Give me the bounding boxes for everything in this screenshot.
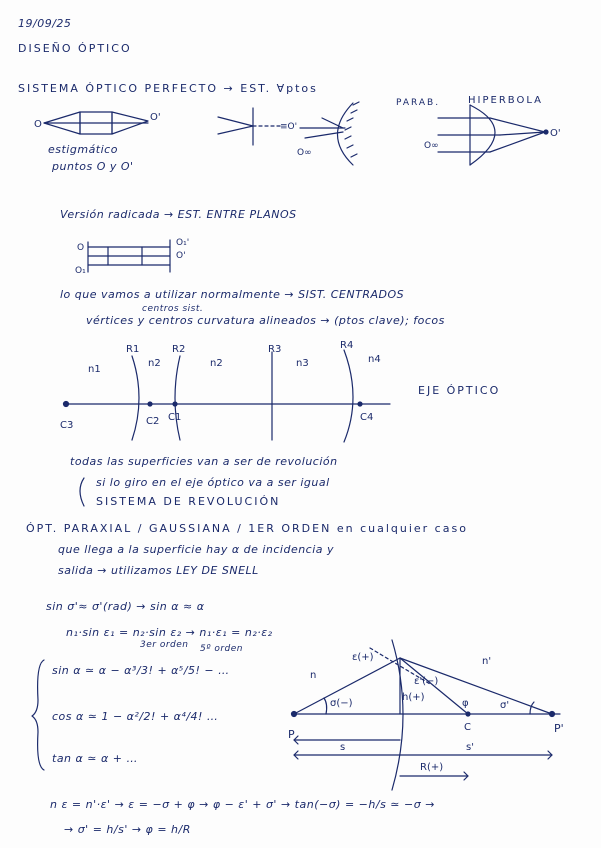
svg-text:O': O' — [176, 251, 186, 261]
svg-text:C3: C3 — [60, 420, 74, 431]
svg-text:h(+): h(+) — [402, 692, 425, 703]
section3-line2: si lo giro en el eje óptico va a ser igual — [96, 476, 330, 489]
section2-small-note: centros sist. — [142, 304, 204, 314]
svg-text:s: s — [340, 742, 346, 753]
label-Oprime-2: ≡O' — [280, 122, 298, 132]
subject-title: DISEÑO ÓPTICO — [18, 42, 132, 55]
svg-text:C2: C2 — [146, 416, 160, 427]
sin-note-5th: 5º orden — [200, 644, 243, 654]
svg-text:C4: C4 — [360, 412, 374, 423]
section2-line3: vértices y centros curvatura alineados → (ptos clave); focos — [86, 314, 445, 327]
section4-line2: que llega a la superficie hay α de incidencia y — [58, 543, 335, 556]
label-Oinf-2: O∞ — [424, 141, 439, 151]
svg-text:C: C — [464, 722, 471, 733]
section4-line3: salida → utilizamos LEY DE SNELL — [58, 564, 259, 577]
svg-text:R2: R2 — [172, 344, 186, 355]
svg-text:R(+): R(+) — [420, 762, 444, 773]
label-O-1: O — [34, 119, 42, 130]
svg-text:n2: n2 — [210, 358, 223, 369]
section2-line1: Versión radicada → EST. ENTRE PLANOS — [60, 208, 297, 221]
svg-text:O₁': O₁' — [176, 238, 190, 248]
svg-text:n4: n4 — [368, 354, 381, 365]
svg-text:n': n' — [482, 656, 492, 667]
svg-text:P': P' — [554, 722, 564, 735]
svg-text:n3: n3 — [296, 358, 309, 369]
svg-text:n1: n1 — [88, 364, 101, 375]
section3-line3: SISTEMA DE REVOLUCIÓN — [96, 495, 281, 508]
svg-text:R1: R1 — [126, 344, 140, 355]
section2-line2: lo que vamos a utilizar normalmente → SIST. CENTRADOS — [60, 288, 405, 301]
svg-text:R3: R3 — [268, 344, 282, 355]
cos-series: cos α ≃ 1 − α²/2! + α⁴/4! … — [52, 710, 219, 723]
caption-stigmatic: estigmático — [48, 143, 118, 156]
date: 19/09/25 — [18, 17, 72, 30]
label-Oprime-1: O' — [150, 112, 161, 123]
svg-text:C1: C1 — [168, 412, 182, 423]
svg-text:O₁: O₁ — [75, 266, 86, 276]
bottom-equation-1: n ε = n'·ε' → ε = −σ + φ → φ − ε' + σ' → tan(−σ) = −h/s ≃ −σ → — [50, 798, 435, 811]
section4-line1: ÓPT. PARAXIAL / GAUSSIANA / 1ER ORDEN en cualquier caso — [26, 522, 468, 535]
svg-text:O: O — [77, 243, 85, 253]
svg-text:n: n — [310, 670, 317, 681]
svg-text:φ: φ — [462, 698, 469, 709]
label-Oinf-1: O∞ — [297, 148, 312, 158]
tan-series: tan α ≃ α + … — [52, 752, 138, 765]
label-parabola: PARAB. — [396, 98, 441, 108]
label-hiperbola: HIPERBOLA — [468, 95, 543, 106]
bottom-equation-2: → σ' = h/s' → φ = h/R — [64, 823, 191, 836]
label-Oprime-3: O' — [550, 128, 561, 139]
svg-text:ε(+): ε(+) — [352, 652, 374, 663]
equation-small-angle: sin σ'≈ σ'(rad) → sin α ≈ α — [46, 600, 205, 613]
axis-label: EJE ÓPTICO — [418, 384, 501, 397]
sin-series: sin α ≃ α − α³/3! + α⁵/5! − … — [52, 664, 230, 677]
equation-snell: n₁·sin ε₁ = n₂·sin ε₂ → n₁·ε₁ = n₂·ε₂ — [66, 626, 273, 639]
svg-text:s': s' — [466, 742, 474, 753]
svg-text:R4: R4 — [340, 340, 354, 351]
svg-text:σ(−): σ(−) — [330, 698, 353, 709]
refracting-surface — [392, 640, 403, 790]
svg-text:σ': σ' — [500, 700, 510, 711]
svg-text:P: P — [288, 728, 295, 741]
sin-note-3rd: 3er orden — [140, 640, 189, 650]
section3-line1: todas las superficies van a ser de revolución — [70, 455, 338, 468]
caption-points: puntos O y O' — [52, 160, 134, 173]
svg-text:n2: n2 — [148, 358, 161, 369]
svg-text:ε'(−): ε'(−) — [414, 676, 439, 687]
section1-heading: SISTEMA ÓPTICO PERFECTO → EST. ∀ptos — [18, 82, 318, 95]
